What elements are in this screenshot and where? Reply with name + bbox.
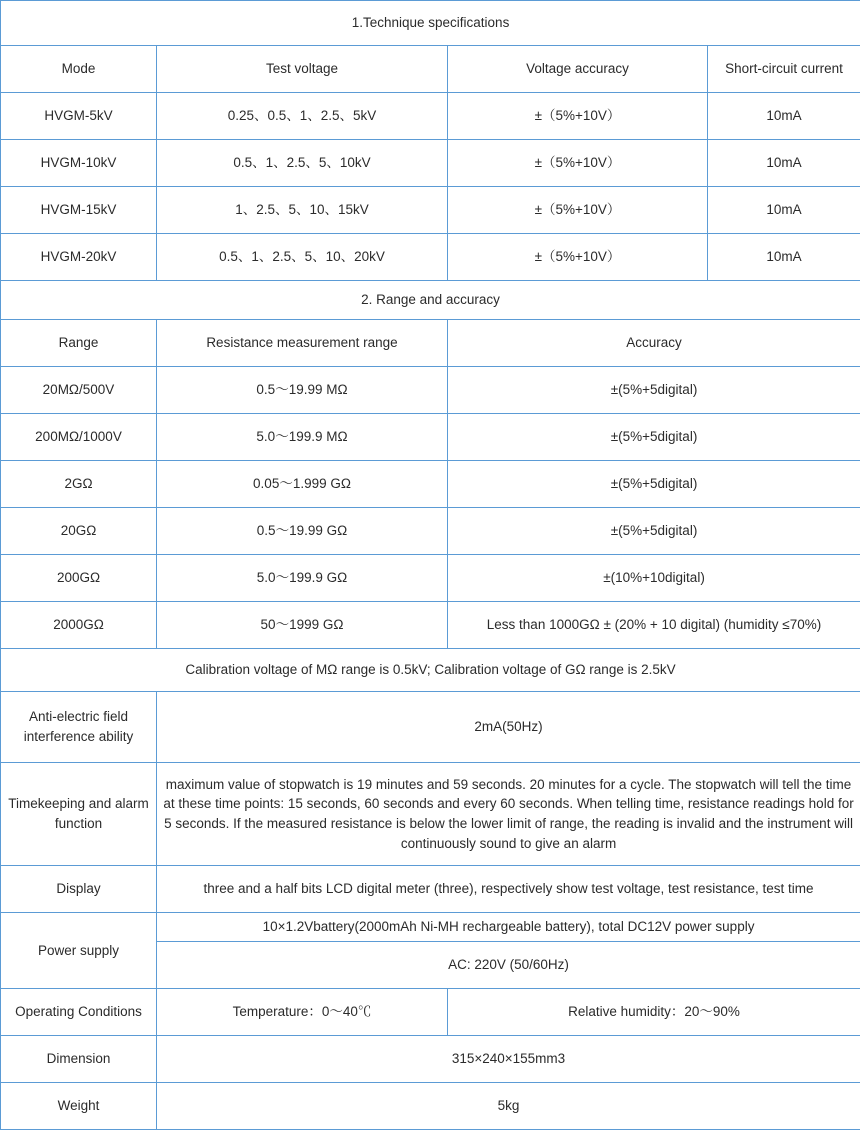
table-row (1, 461, 860, 508)
section1-heading: 1.Technique specifications (1, 1, 860, 46)
cell-voltage-accuracy: ±（5%+10V） (448, 93, 708, 140)
cell-voltage-accuracy: ±（5%+10V） (448, 234, 708, 281)
weight-row (1, 1082, 860, 1129)
col-header-voltage-accuracy: Voltage accuracy (448, 46, 708, 93)
cell-measurement-range: 5.0～199.9 MΩ (157, 414, 448, 461)
cell-measurement-range: 5.0～199.9 GΩ (157, 555, 448, 602)
section1-heading-row (1, 1, 860, 46)
cell-range: 20MΩ/500V (1, 367, 157, 414)
cell-accuracy: ±(10%+10digital) (448, 555, 860, 602)
cell-measurement-range: 50～1999 GΩ (157, 602, 448, 649)
value-weight: 5kg (157, 1082, 860, 1129)
cell-range: 200GΩ (1, 555, 157, 602)
cell-accuracy: ±(5%+5digital) (448, 414, 860, 461)
cell-short-circuit-current: 10mA (708, 140, 860, 187)
table-row (1, 508, 860, 555)
table-row (1, 93, 860, 140)
label-operating-conditions: Operating Conditions (1, 988, 157, 1035)
cell-test-voltage: 0.5、1、2.5、5、10、20kV (157, 234, 448, 281)
dimension-row (1, 1035, 860, 1082)
timekeeping-row (1, 763, 860, 866)
cell-accuracy: Less than 1000GΩ ± (20% + 10 digital) (humidity ≤70%) (448, 602, 860, 649)
cell-test-voltage: 1、2.5、5、10、15kV (157, 187, 448, 234)
cell-test-voltage: 0.25、0.5、1、2.5、5kV (157, 93, 448, 140)
cell-short-circuit-current: 10mA (708, 234, 860, 281)
table-row (1, 414, 860, 461)
cell-measurement-range: 0.5～19.99 GΩ (157, 508, 448, 555)
label-anti-electric-field: Anti-electric field interference ability (1, 692, 157, 763)
table-row (1, 187, 860, 234)
cell-test-voltage: 0.5、1、2.5、5、10kV (157, 140, 448, 187)
table-row (1, 234, 860, 281)
label-power-supply: Power supply (1, 913, 157, 989)
cell-accuracy: ±(5%+5digital) (448, 461, 860, 508)
section2-heading: 2. Range and accuracy (1, 281, 860, 320)
col-header-accuracy: Accuracy (448, 320, 860, 367)
cell-measurement-range: 0.5～19.99 MΩ (157, 367, 448, 414)
display-row (1, 866, 860, 913)
value-operating-temperature: Temperature：0～40℃ (157, 988, 448, 1035)
calibration-note: Calibration voltage of MΩ range is 0.5kV; Calibration voltage of GΩ range is 2.5kV (1, 649, 860, 692)
cell-accuracy: ±(5%+5digital) (448, 508, 860, 555)
col-header-test-voltage: Test voltage (157, 46, 448, 93)
cell-range: 200MΩ/1000V (1, 414, 157, 461)
section1-header-row (1, 46, 860, 93)
table-row (1, 367, 860, 414)
anti-electric-field-row (1, 692, 860, 763)
operating-conditions-row (1, 988, 860, 1035)
calibration-note-row (1, 649, 860, 692)
cell-voltage-accuracy: ±（5%+10V） (448, 187, 708, 234)
cell-short-circuit-current: 10mA (708, 93, 860, 140)
cell-measurement-range: 0.05～1.999 GΩ (157, 461, 448, 508)
label-display: Display (1, 866, 157, 913)
cell-range: 2000GΩ (1, 602, 157, 649)
cell-mode: HVGM-5kV (1, 93, 157, 140)
section2-header-row (1, 320, 860, 367)
col-header-mode: Mode (1, 46, 157, 93)
cell-range: 20GΩ (1, 508, 157, 555)
value-dimension: 315×240×155mm3 (157, 1035, 860, 1082)
cell-mode: HVGM-10kV (1, 140, 157, 187)
value-power-supply-ac: AC: 220V (50/60Hz) (157, 941, 860, 988)
col-header-short-circuit-current: Short-circuit current (708, 46, 860, 93)
label-dimension: Dimension (1, 1035, 157, 1082)
cell-accuracy: ±(5%+5digital) (448, 367, 860, 414)
cell-voltage-accuracy: ±（5%+10V） (448, 140, 708, 187)
label-timekeeping: Timekeeping and alarm function (1, 763, 157, 866)
cell-short-circuit-current: 10mA (708, 187, 860, 234)
col-header-resistance-measurement-range: Resistance measurement range (157, 320, 448, 367)
cell-mode: HVGM-15kV (1, 187, 157, 234)
table-row (1, 602, 860, 649)
value-anti-electric-field: 2mA(50Hz) (157, 692, 860, 763)
table-row (1, 140, 860, 187)
section2-heading-row (1, 281, 860, 320)
power-supply-row-1 (1, 913, 860, 942)
table-row (1, 555, 860, 602)
value-timekeeping: maximum value of stopwatch is 19 minutes and 59 seconds. 20 minutes for a cycle. The stopwatch will tell the time at these time points: 15 seconds, 60 seconds and every 60 seconds. When telling time, resistance readings hold for 5 seconds. If the measured resistance is below the lower limit of range, the reading is invalid and the instrument will continuously sound to give an alarm (157, 763, 860, 866)
cell-range: 2GΩ (1, 461, 157, 508)
value-display: three and a half bits LCD digital meter (three), respectively show test voltage, test resistance, test time (157, 866, 860, 913)
label-weight: Weight (1, 1082, 157, 1129)
col-header-range: Range (1, 320, 157, 367)
value-operating-humidity: Relative humidity：20～90% (448, 988, 860, 1035)
value-power-supply-battery: 10×1.2Vbattery(2000mAh Ni-MH rechargeable battery), total DC12V power supply (157, 913, 860, 942)
cell-mode: HVGM-20kV (1, 234, 157, 281)
